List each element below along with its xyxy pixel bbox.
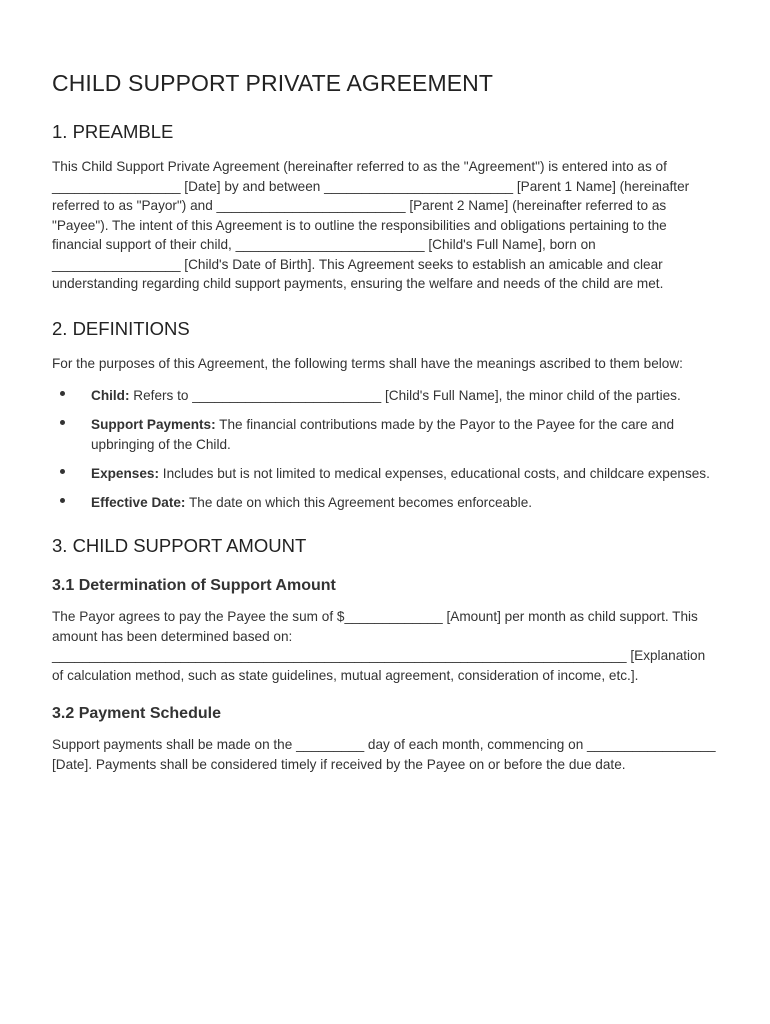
definitions-heading: 2. DEFINITIONS: [52, 317, 190, 339]
definition-text: The date on which this Agreement becomes enforceable.: [185, 494, 533, 510]
child-support-amount-section: [52, 535, 720, 774]
definitions-intro: For the purposes of this Agreement, the following terms shall have the meanings ascribed to them below:: [52, 355, 683, 371]
preamble-text: This Child Support Private Agreement (hereinafter referred to as the "Agreement") is entered into as of _________________ [Date] by and between _________________________ [Parent 1 Name] (hereinafter referred to as "Payor") and _________________________ [Parent 2 Name] (hereinafter referred to as "Payee"). The intent of this Agreement is to outline the responsibilities and obligations pertaining to the financial support of their child, _________________________ [Child's Full Name], born on _________________ [Child's Date of Birth]. This Agreement seeks to establish an amicable and clear understanding regarding child support payments, ensuring the welfare and needs of the child are met.: [52, 159, 690, 291]
child-support-amount-heading: 3. CHILD SUPPORT AMOUNT: [52, 535, 307, 556]
payment-schedule-subsection: [52, 705, 720, 774]
definition-item-effective-date: [52, 493, 720, 513]
definition-item-support-payments: [52, 415, 720, 454]
bullet-icon: [60, 498, 65, 503]
document-title: CHILD SUPPORT PRIVATE AGREEMENT: [52, 70, 494, 96]
definition-term: Support Payments:: [91, 417, 216, 432]
definition-term: Expenses:: [91, 465, 160, 481]
payment-schedule-heading: 3.2 Payment Schedule: [52, 705, 221, 722]
preamble-heading: 1. PREAMBLE: [52, 121, 174, 142]
determination-subsection: [52, 577, 720, 685]
definitions-section: [52, 318, 720, 513]
bullet-icon: [60, 391, 65, 396]
determination-text: The Payor agrees to pay the Payee the sum of $_____________ [Amount] per month as child support. This amount has been determined based on: ____________________________________________________________________________ [Explanation of calculation method, such as state guidelines, mutual agreement, consideration of income, etc.].: [52, 609, 706, 683]
payment-schedule-text: Support payments shall be made on the _________ day of each month, commencing on _________________ [Date]. Payments shall be considered timely if received by the Payee on or before the due date.: [52, 737, 716, 772]
definition-term: Child:: [91, 388, 130, 403]
definitions-list: [52, 386, 720, 512]
bullet-icon: [60, 469, 65, 474]
determination-heading: 3.1 Determination of Support Amount: [52, 577, 336, 594]
definition-term: Effective Date:: [91, 494, 186, 510]
definition-item-expenses: [52, 464, 720, 484]
preamble-section: [52, 121, 720, 294]
definition-text: Refers to _________________________ [Child's Full Name], the minor child of the parties.: [129, 388, 681, 403]
definition-text: Includes but is not limited to medical expenses, educational costs, and childcare expenses.: [159, 465, 710, 481]
definition-text: The financial contributions made by the Payor to the Payee for the care and upbringing of the Child.: [91, 417, 675, 452]
definition-item-child: [52, 386, 720, 406]
bullet-icon: [60, 420, 65, 425]
document-page: [52, 70, 720, 774]
